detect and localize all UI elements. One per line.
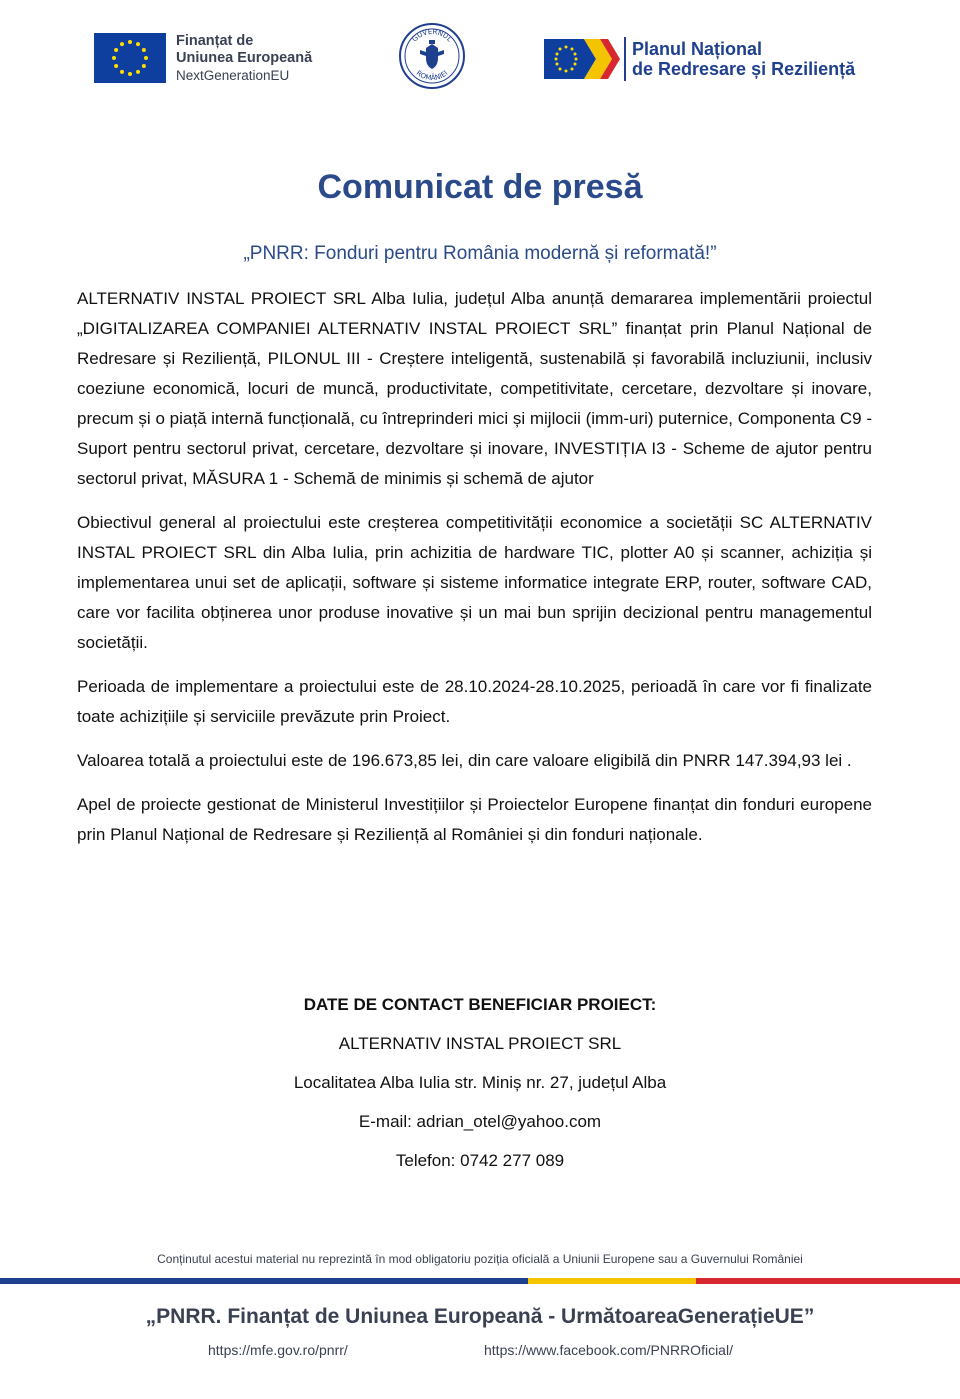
paragraph-call: Apel de proiecte gestionat de Ministerul Investițiilor și Proiectelor Europene finanțat din fonduri europene prin Planul Național de Redresare și Reziliență al României și din fonduri naționale. xyxy=(77,795,872,844)
eu-flag-icon xyxy=(94,33,166,83)
eu-logo-text xyxy=(176,33,312,84)
guvernul-romaniei-seal-icon xyxy=(398,22,466,90)
eu-logo-line3: NextGenerationEU xyxy=(176,67,290,83)
stripe-blue xyxy=(0,1278,528,1284)
footer-link-facebook[interactable]: https://www.facebook.com/PNRROficial/ xyxy=(484,1342,733,1358)
eu-funding-logo xyxy=(94,32,334,84)
stripe-yellow xyxy=(528,1278,696,1284)
contact-address: Localitatea Alba Iulia str. Miniș nr. 27, județul Alba xyxy=(293,1073,667,1092)
footer-disclaimer: Conținutul acestui material nu reprezintă în mod obligatoriu poziția oficială a Uniunii Europene sau a Guvernului României xyxy=(157,1252,803,1266)
pnrr-logo-line1: Planul Național xyxy=(632,39,763,59)
paragraph-value: Valoarea totală a proiectului este de 196.673,85 lei, din care valoare eligibilă din PNRR 147.394,93 lei . xyxy=(77,751,852,770)
footer-tricolor-stripe xyxy=(0,1278,960,1284)
stripe-red xyxy=(696,1278,960,1284)
page-subtitle: „PNRR: Fonduri pentru România modernă și reformată!” xyxy=(243,243,717,264)
seal-text-bottom: ROMÂNIEI xyxy=(414,69,450,83)
paragraph-period: Perioada de implementare a proiectului este de 28.10.2024-28.10.2025, perioadă în care vor fi finalizate toate achizițiile și serviciile prevăzute prin Proiect. xyxy=(77,677,872,726)
paragraph-objective: Obiectivul general al proiectului este creșterea competitivității economice a societății SC ALTERNATIV INSTAL PROIECT SRL din Alba Iulia, prin achizitia de hardware TIC, plotter A0 și scanner, achiziția și implementarea unui set de aplicații, software și sisteme informatice integrate ERP, router, software CAD, care vor facilita obținerea unor produse inovative și un mai bun sprijin decizional pentru managementul societății. xyxy=(77,513,872,652)
seal-text-top: GUVERNUL xyxy=(410,27,454,44)
pnrr-flag-icon xyxy=(544,35,620,83)
eu-logo-line2: Uniunea Europeană xyxy=(176,49,313,66)
contact-heading: DATE DE CONTACT BENEFICIAR PROIECT: xyxy=(303,995,657,1014)
contact-phone: Telefon: 0742 277 089 xyxy=(395,1151,565,1170)
pnrr-logo-text xyxy=(632,39,855,79)
pnrr-logo-divider xyxy=(624,37,626,81)
contact-email: E-mail: adrian_otel@yahoo.com xyxy=(358,1112,602,1131)
paragraph-intro: ALTERNATIV INSTAL PROIECT SRL Alba Iulia, județul Alba anunță demararea implementării proiectul „DIGITALIZAREA COMPANIEI ALTERNATIV INSTAL PROIECT SRL” finanțat prin Planul Național de Redresare și Reziliență, PILONUL III - Creștere inteligentă, sustenabilă și favorabilă incluziunii, inclusiv coeziune economică, locuri de muncă, productivitate, competitivitate, cercetare, dezvoltare și inovare, precum și o piață internă funcțională, cu întreprinderi mici și mijlocii (imm-uri) puternice, Componenta C9 - Suport pentru sectorul privat, cercetare, dezvoltare și inovare, INVESTIȚIA I3 - Scheme de ajutor pentru sectorul privat, MĂSURA 1 - Schemă de minimis și schemă de ajutor xyxy=(77,289,872,488)
pnrr-logo xyxy=(544,34,874,84)
eu-logo-line1: Finanțat de xyxy=(176,32,254,49)
contact-section xyxy=(0,995,960,1190)
footer-slogan: „PNRR. Finanțat de Uniunea Europeană - UrmătoareaGenerațieUE” xyxy=(145,1305,815,1328)
footer-link-mfe[interactable]: https://mfe.gov.ro/pnrr/ xyxy=(208,1342,348,1358)
contact-company: ALTERNATIV INSTAL PROIECT SRL xyxy=(338,1034,622,1053)
page-title: Comunicat de presă xyxy=(317,168,643,206)
pnrr-logo-line2: de Redresare și Reziliență xyxy=(632,59,856,79)
press-release-body xyxy=(77,284,872,864)
